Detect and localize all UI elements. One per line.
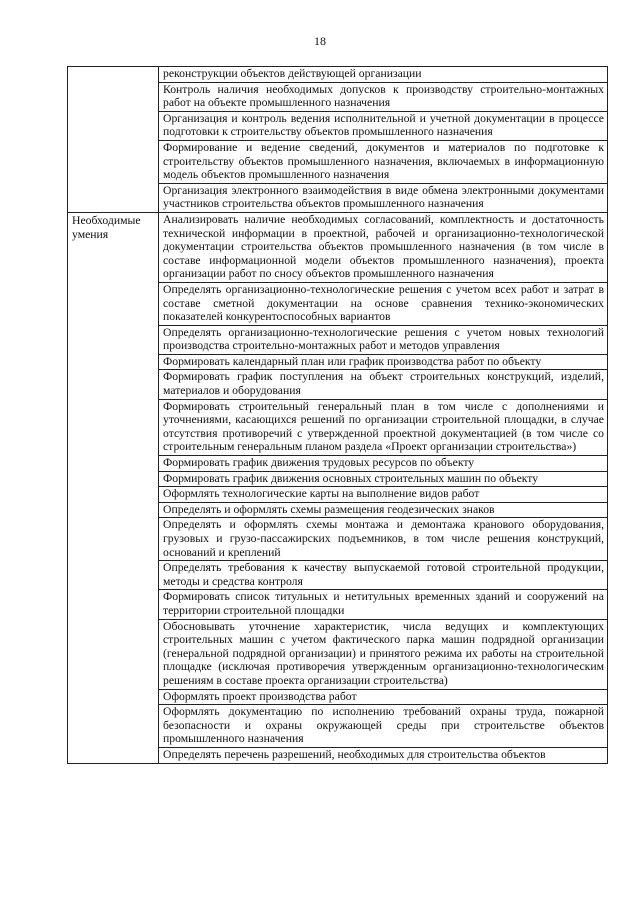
row-text-cell: Организация и контроль ведения исполнительной и учетной документации в процессе подготовки к строительству объектов промышленного назначения	[159, 111, 608, 140]
row-text-cell: Оформлять проект производства работ	[159, 689, 608, 705]
row-text-cell: Определять требования к качеству выпускаемой готовой строительной продукции, методы и средства контроля	[159, 561, 608, 590]
row-text-cell: Оформлять документацию по исполнению требований охраны труда, пожарной безопасности и охраны окружающей среды при строительстве объектов промышленного назначения	[159, 705, 608, 748]
row-text-cell: Определять и оформлять схемы размещения геодезических знаков	[159, 502, 608, 518]
row-text-cell: Организация электронного взаимодействия в виде обмена электронными документами участников строительства объектов промышленного назначения	[159, 183, 608, 212]
row-text-cell: Формировать график поступления на объект строительных конструкций, изделий, материалов и оборудования	[159, 370, 608, 399]
row-text-cell: Формировать календарный план или график производства работ по объекту	[159, 354, 608, 370]
row-label-cell	[68, 67, 159, 213]
row-text-cell: Определять организационно-технологические решения с учетом новых технологий производства строительно-монтажных работ и методов управления	[159, 325, 608, 354]
table-row	[68, 212, 608, 282]
row-text-cell: Анализировать наличие необходимых согласований, комплектность и достаточность технической информации в проектной, рабочей и организационно-технологической документации строительства объектов промышленного назначения (в том числе в составе информационной модели объектов промышленного назначения), проекта организации работ по сносу объектов промышленного назначения	[159, 212, 608, 282]
table-row	[68, 67, 608, 83]
row-text-cell: Контроль наличия необходимых допусков к производству строительно-монтажных работ на объекте промышленного назначения	[159, 82, 608, 111]
row-text-cell: Формировать список титульных и нетитульных временных зданий и сооружений на территории строительной площадки	[159, 590, 608, 619]
row-text-cell: реконструкции объектов действующей организации	[159, 67, 608, 83]
row-label-cell	[68, 212, 159, 763]
row-text-cell: Определять организационно-технологические решения с учетом всех работ и затрат в составе сметной документации на основе сравнения технико-экономических показателей конкурентоспособных вариантов	[159, 282, 608, 325]
page-number: 18	[314, 34, 326, 48]
row-text-cell: Формирование и ведение сведений, документов и материалов по подготовке к строительству объектов промышленного назначения, включаемых в информационную модель объектов промышленного назначения	[159, 140, 608, 183]
requirements-table	[67, 66, 608, 764]
row-text-cell: Формировать график движения трудовых ресурсов по объекту	[159, 456, 608, 472]
row-text-cell: Формировать график движения основных строительных машин по объекту	[159, 471, 608, 487]
row-label	[72, 67, 155, 68]
row-label-skills: Необходимые умения	[72, 213, 141, 241]
row-text-cell: Обосновывать уточнение характеристик, числа ведущих и комплектующих строительных машин с учетом фактического парка машин подрядной организации (генеральной подрядной организации) и принятого режима их работы на строительной площадке (исключая противоречия утвержденным организационно-технологическим решениям в составе проекта организации строительства)	[159, 619, 608, 689]
row-text-cell: Определять и оформлять схемы монтажа и демонтажа кранового оборудования, грузовых и грузо-пассажирских подъемников, в том числе решения конструкций, оснований и креплений	[159, 518, 608, 561]
row-text-cell: Оформлять технологические карты на выполнение видов работ	[159, 487, 608, 503]
row-text-cell: Формировать строительный генеральный план в том числе с дополнениями и уточнениями, касающихся решений по организации строительной площадки, в случае отсутствия противоречий с утвержденной проектной документацией (в том числе со строительным генеральным планом раздела «Проект организации строительства»)	[159, 399, 608, 455]
row-text-cell: Определять перечень разрешений, необходимых для строительства объектов	[159, 747, 608, 763]
